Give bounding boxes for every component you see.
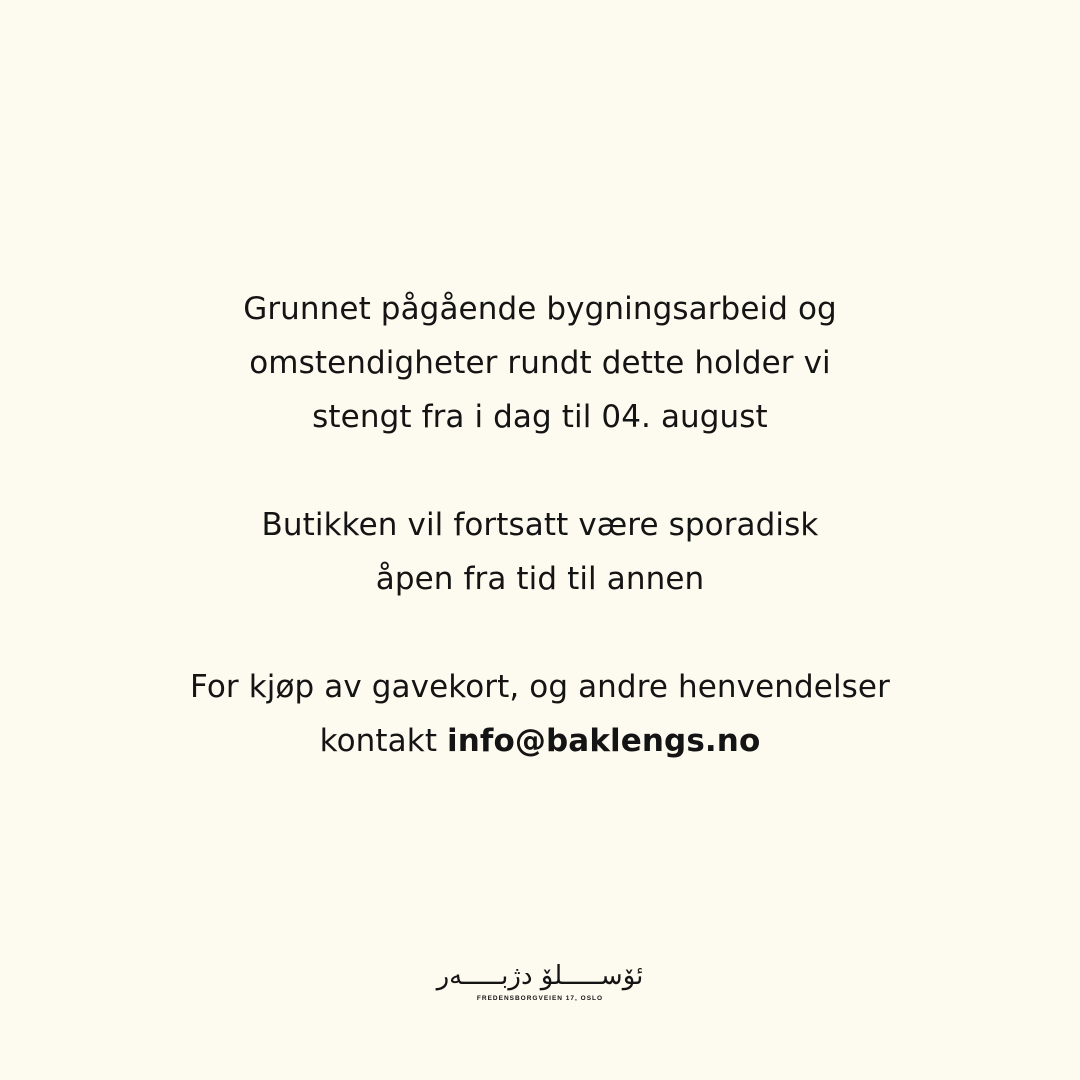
notice-line: Grunnet pågående bygningsarbeid og — [243, 291, 837, 327]
notice-paragraph-contact — [0, 660, 1080, 768]
notice-paragraph-closure — [0, 282, 1080, 444]
closure-notice — [0, 282, 1080, 768]
notice-line: Butikken vil fortsatt være sporadisk — [261, 507, 819, 543]
contact-line — [0, 714, 1080, 768]
notice-line: åpen fra tid til annen — [375, 561, 705, 597]
notice-line: stengt fra i dag til 04. august — [312, 399, 768, 435]
contact-prefix: kontakt — [319, 723, 448, 759]
notice-paragraph-shop-open — [0, 498, 1080, 606]
notice-line: omstendigheter rundt dette holder vi — [249, 345, 831, 381]
logo-wordmark: ئۆســـــلۆ دژبـــــەر — [436, 961, 644, 991]
notice-line: For kjøp av gavekort, og andre henvendelser — [190, 669, 890, 705]
contact-email: info@baklengs.no — [447, 723, 761, 759]
brand-logo — [0, 960, 1080, 1002]
logo-address: FREDENSBORGVEIEN 17, OSLO — [476, 995, 604, 1002]
